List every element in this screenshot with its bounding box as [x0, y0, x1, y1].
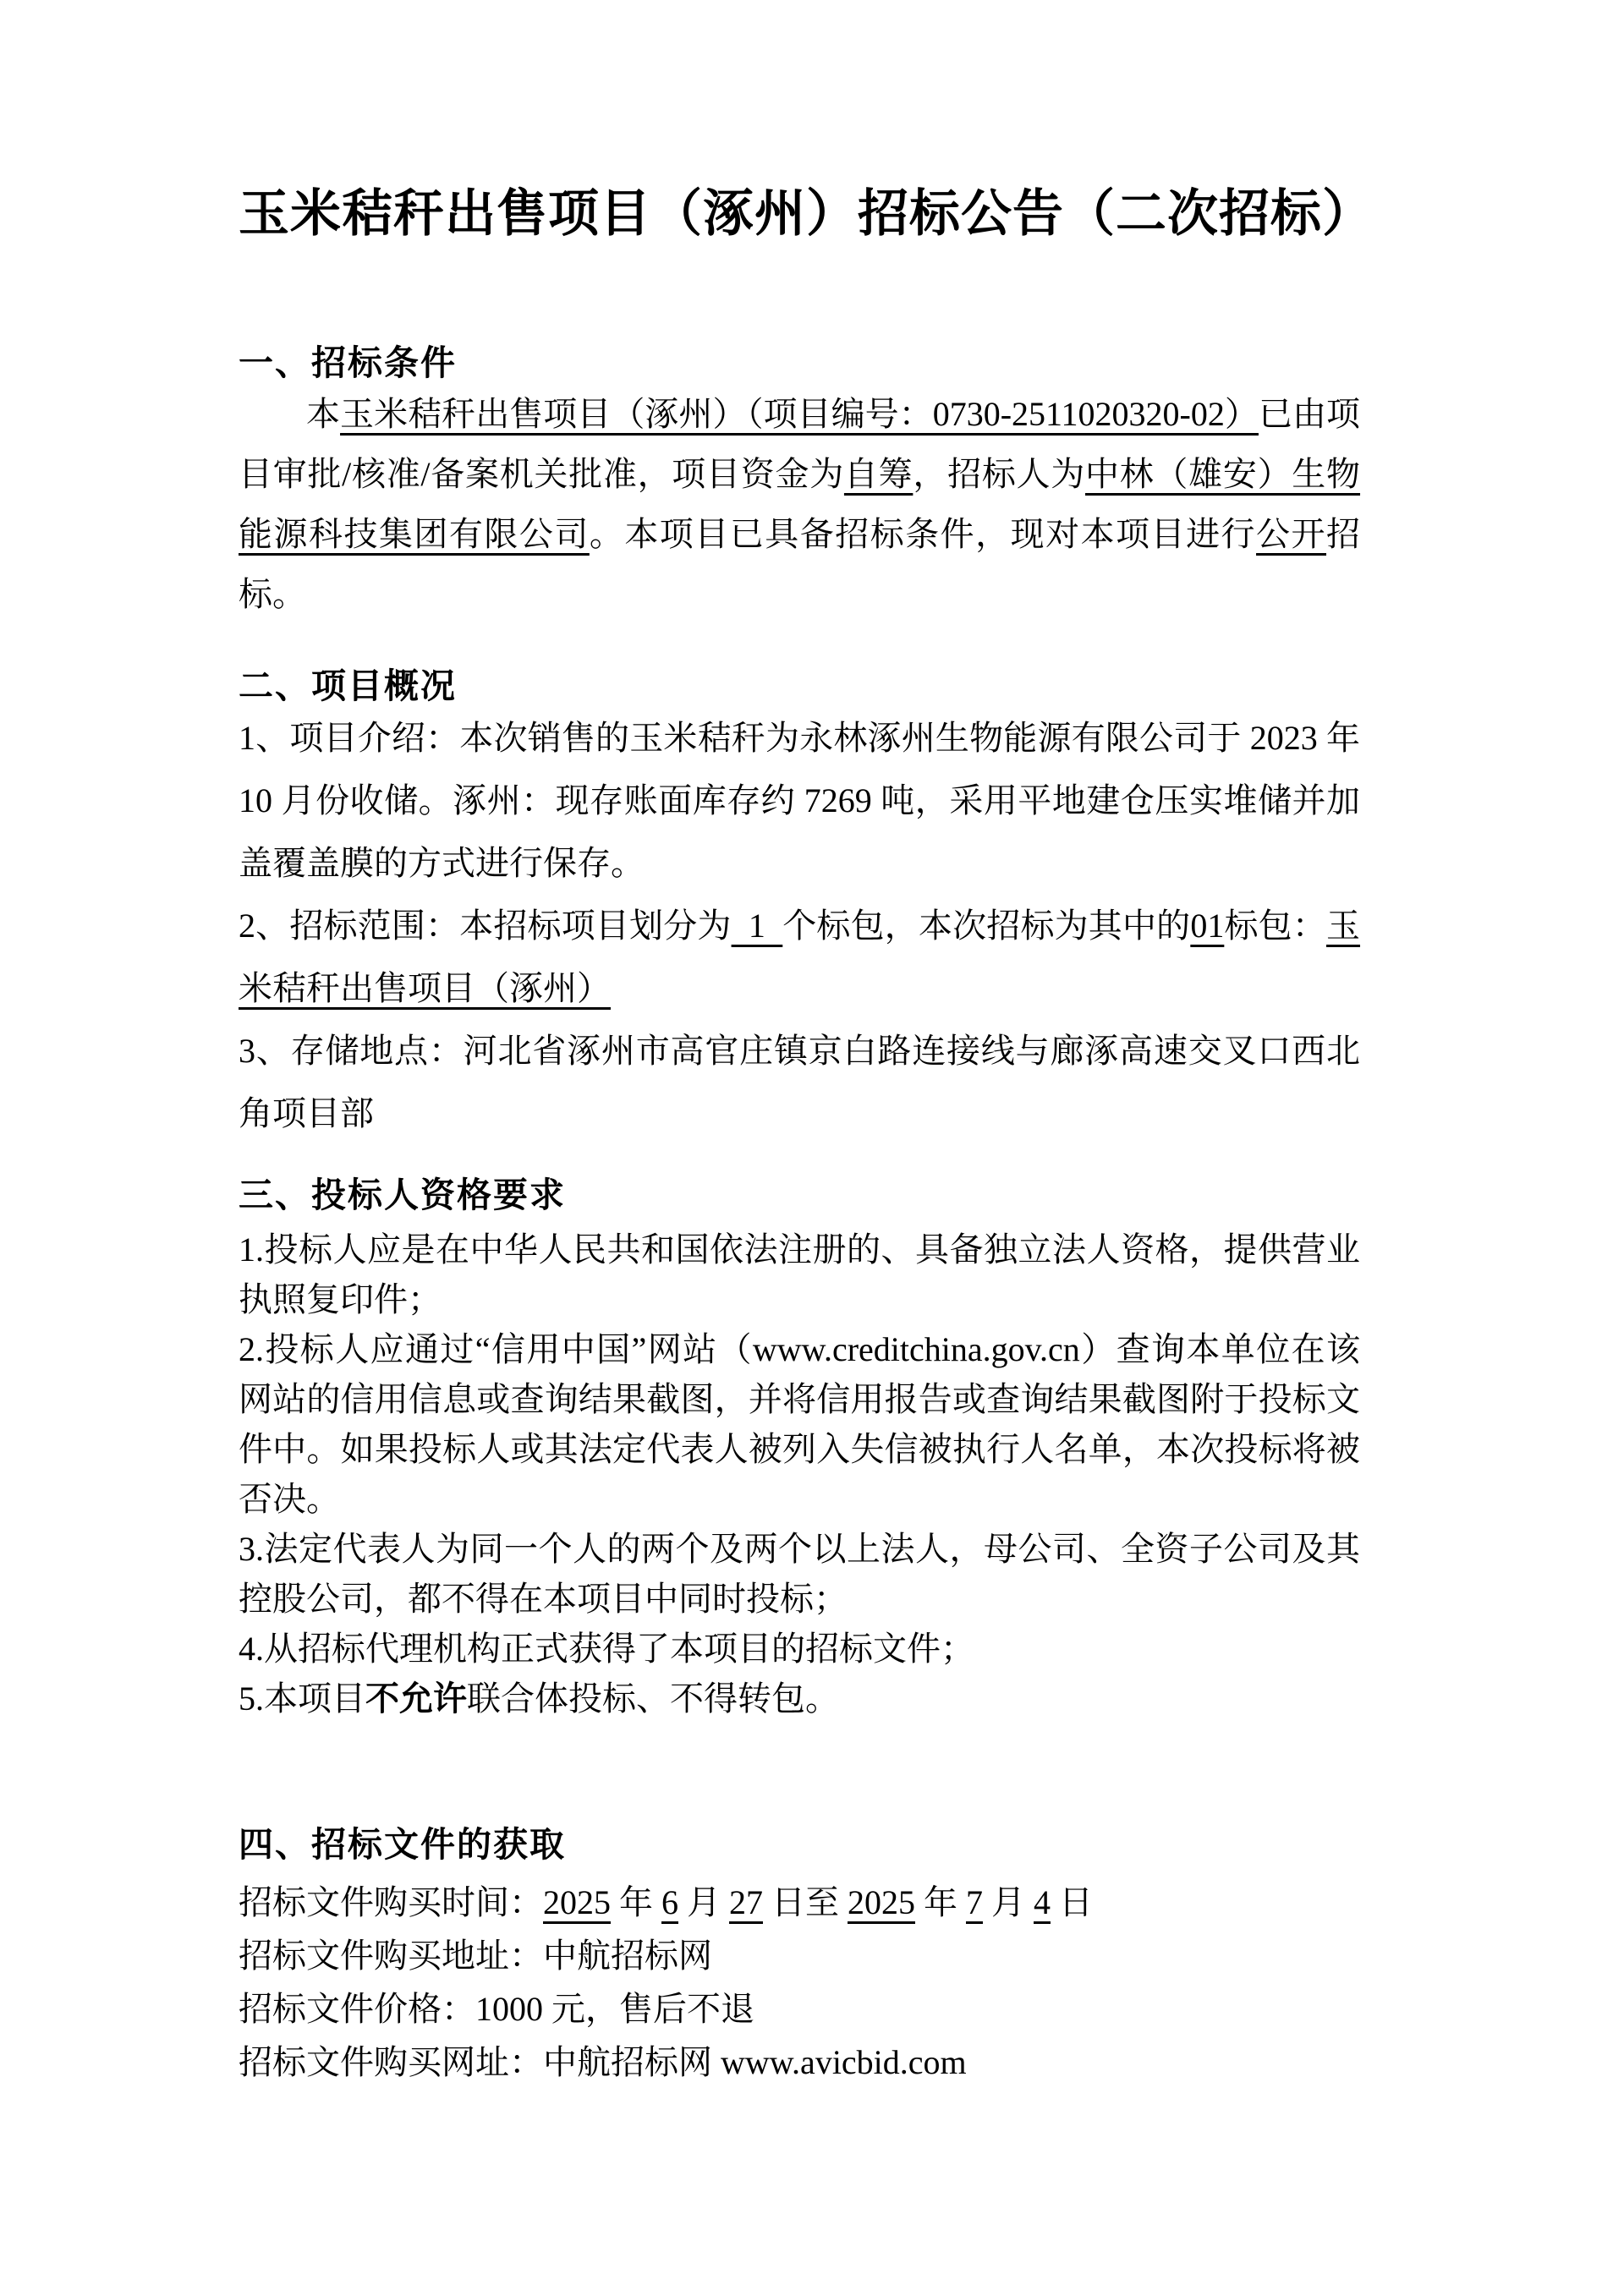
paragraph: [239, 1020, 1360, 1145]
text-segment: 招标文件购买地址：中航招标网: [239, 1937, 712, 1975]
text-segment: 3、存储地点：河北省涿州市高官庄镇京白路连接线与廊涿高速交叉口西北角项目部: [239, 1032, 1360, 1132]
paragraph: [239, 707, 1369, 895]
text-segment: 公开: [1256, 515, 1327, 553]
section-heading: 四、招标文件的获取: [239, 1825, 566, 1864]
text-segment: 中林（雄安）生物能源科技集团有限公司: [239, 455, 1361, 553]
text-segment: 月: [678, 1883, 729, 1921]
text-segment: 27: [729, 1883, 763, 1921]
text-segment: 日至: [763, 1883, 848, 1921]
paragraph: [239, 2036, 1360, 2089]
section: [239, 342, 1360, 624]
section-heading: 一、招标条件: [239, 343, 457, 382]
text-segment: 招标文件购买时间：: [239, 1883, 543, 1921]
text-segment: 个标包，本次招标为其中的: [782, 907, 1191, 945]
text-segment: 本: [306, 395, 341, 433]
section: [239, 1823, 1360, 2089]
paragraph: [239, 1324, 1360, 1524]
section: [239, 1174, 1360, 1723]
text-segment: 6: [661, 1883, 678, 1921]
text-segment: ，招标人为: [913, 455, 1085, 493]
text-segment: 年: [611, 1883, 661, 1921]
text-segment: 3.法定代表人为同一个人的两个及两个以上法人，母公司、全资子公司及其控股公司，都不得在本项目中同时投标；: [239, 1530, 1360, 1618]
paragraph: [239, 1876, 1360, 1929]
text-segment: 2、招标范围：本招标项目划分为: [239, 907, 732, 945]
paragraph: [239, 1929, 1360, 1982]
text-segment: 日: [1051, 1883, 1093, 1921]
text-segment: 联合体投标、不得转包。: [467, 1680, 839, 1718]
text-segment: 2025: [543, 1883, 611, 1921]
text-segment: 7: [966, 1883, 983, 1921]
text-segment: 01: [1190, 907, 1225, 945]
text-segment: 玉米秸秆出售项目（涿州）: [239, 907, 1361, 1007]
text-segment: 1、项目介绍：本次销售的玉米秸秆为永林涿州生物能源有限公司于 2023 年 10 月份收储。涿州：现存账面库存约 7269 吨，采用平地建仓压实堆储并加盖覆盖膜的方式进行保存。: [239, 719, 1369, 882]
paragraph: [239, 1982, 1360, 2036]
section: [239, 665, 1369, 1145]
text-segment: 月: [983, 1883, 1034, 1921]
text-segment: 4.从招标代理机构正式获得了本项目的招标文件；: [239, 1630, 974, 1668]
text-segment: 自筹: [843, 455, 914, 493]
paragraph: [239, 1524, 1360, 1624]
text-segment: 年: [915, 1883, 966, 1921]
text-segment: 1: [731, 907, 783, 945]
paragraph: [239, 1674, 1360, 1723]
text-segment: 已由项目审批/核准/备案机关批准，项目资金为: [239, 395, 1361, 493]
text-segment: 玉米秸秆出售项目（涿州）（项目编号：0730-2511020320-02）: [340, 395, 1259, 433]
text-segment: 5.本项目: [239, 1680, 365, 1718]
paragraph: [239, 1624, 1360, 1674]
text-segment: 。本项目已具备招标条件，现对本项目进行: [589, 515, 1257, 553]
paragraph: [239, 384, 1360, 624]
section-heading: 三、投标人资格要求: [239, 1175, 566, 1214]
section-heading: 二、项目概况: [239, 666, 457, 705]
text-segment: 不允许: [365, 1680, 467, 1718]
text-segment: 标包：: [1224, 907, 1327, 945]
text-segment: 招标。: [239, 515, 1361, 613]
text-segment: 4: [1034, 1883, 1051, 1921]
text-segment: 招标文件价格：1000 元，售后不退: [239, 1990, 754, 2028]
text-segment: 2.投标人应通过“信用中国”网站（www.creditchina.gov.cn）查询本单位在该网站的信用信息或查询结果截图，并将信用报告或查询结果截图附于投标文件中。如果投标人或其法定代表人被列入失信被执行人名单，本次投标将被否决。: [239, 1330, 1360, 1518]
text-segment: 2025: [848, 1883, 915, 1921]
text-segment: 招标文件购买网址：中航招标网 www.avicbid.com: [239, 2043, 967, 2081]
document-body: [239, 342, 1369, 2089]
text-segment: 1.投标人应是在中华人民共和国依法注册的、具备独立法人资格，提供营业执照复印件；: [239, 1230, 1360, 1318]
paragraph: [239, 1225, 1360, 1324]
document-title: 玉米秸秆出售项目（涿州）招标公告（二次招标）: [239, 186, 1374, 242]
paragraph: [239, 895, 1360, 1020]
